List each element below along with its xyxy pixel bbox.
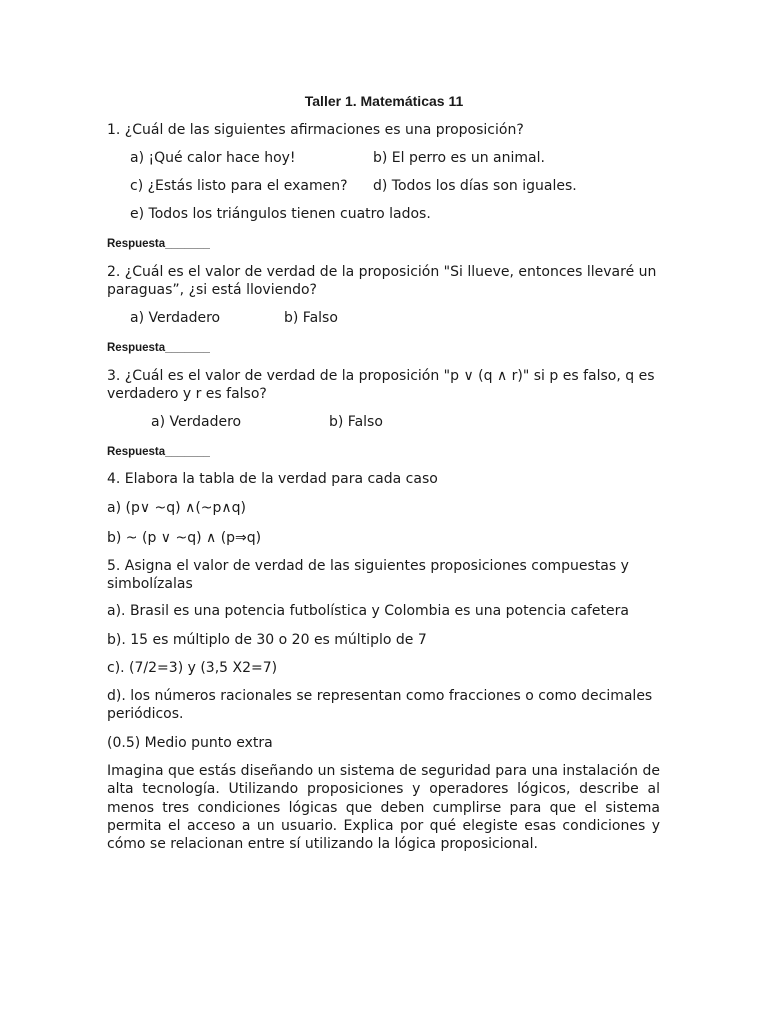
question-1-option-e: e) Todos los triángulos tienen cuatro lados. bbox=[130, 206, 431, 222]
question-4-case-a: a) (p∨ ~q) ∧(~p∧q) bbox=[107, 500, 246, 516]
question-1: 1. ¿Cuál de las siguientes afirmaciones es una proposición? bbox=[107, 122, 524, 138]
document-title: Taller 1. Matemáticas 11 bbox=[304, 93, 464, 109]
question-2-option-a: a) Verdadero bbox=[130, 310, 221, 326]
question-1-answer-line: Respuesta_______ bbox=[107, 238, 210, 250]
question-5: 5. Asigna el valor de verdad de las siguientes proposiciones compuestas y simbolízalas bbox=[107, 558, 629, 593]
extra-credit-text: Imagina que estás diseñando un sistema de seguridad para una instalación de alta tecnología. Utilizando proposiciones y operadores lógicos, describe al menos tres condiciones lógicas que deben cumplirse para que el sistema permita el acceso a un usuario. Explica por qué elegiste esas condiciones y cómo se relacionan entre sí utilizando la lógica proposicional. bbox=[107, 763, 660, 853]
question-1-option-c: c) ¿Estás listo para el examen? bbox=[130, 178, 348, 194]
question-1-option-d: d) Todos los días son iguales. bbox=[373, 178, 577, 194]
question-5-item-c: c). (7/2=3) y (3,5 X2=7) bbox=[107, 660, 278, 676]
extra-credit-label: (0.5) Medio punto extra bbox=[107, 735, 273, 751]
question-3: 3. ¿Cuál es el valor de verdad de la proposición "p ∨ (q ∧ r)" si p es falso, q es verdadero y r es falso? bbox=[107, 368, 655, 403]
question-2-answer-line: Respuesta_______ bbox=[107, 342, 210, 354]
question-5-item-d: d). los números racionales se representan como fracciones o como decimales periódicos. bbox=[107, 688, 653, 723]
question-3-option-a: a) Verdadero bbox=[151, 414, 242, 430]
question-2: 2. ¿Cuál es el valor de verdad de la proposición "Si llueve, entonces llevaré un paraguas”, ¿si está lloviendo? bbox=[107, 264, 657, 299]
question-4: 4. Elabora la tabla de la verdad para cada caso bbox=[107, 471, 438, 487]
question-3-answer-line: Respuesta_______ bbox=[107, 446, 210, 458]
question-3-option-b: b) Falso bbox=[329, 414, 383, 430]
question-2-option-b: b) Falso bbox=[284, 310, 338, 326]
question-4-case-b: b) ~ (p ∨ ~q) ∧ (p⇒q) bbox=[107, 530, 262, 546]
question-5-item-a: a). Brasil es una potencia futbolística y Colombia es una potencia cafetera bbox=[107, 603, 629, 619]
question-5-item-b: b). 15 es múltiplo de 30 o 20 es múltiplo de 7 bbox=[107, 632, 427, 648]
question-1-option-b: b) El perro es un animal. bbox=[373, 150, 545, 166]
question-1-option-a: a) ¡Qué calor hace hoy! bbox=[130, 150, 296, 166]
